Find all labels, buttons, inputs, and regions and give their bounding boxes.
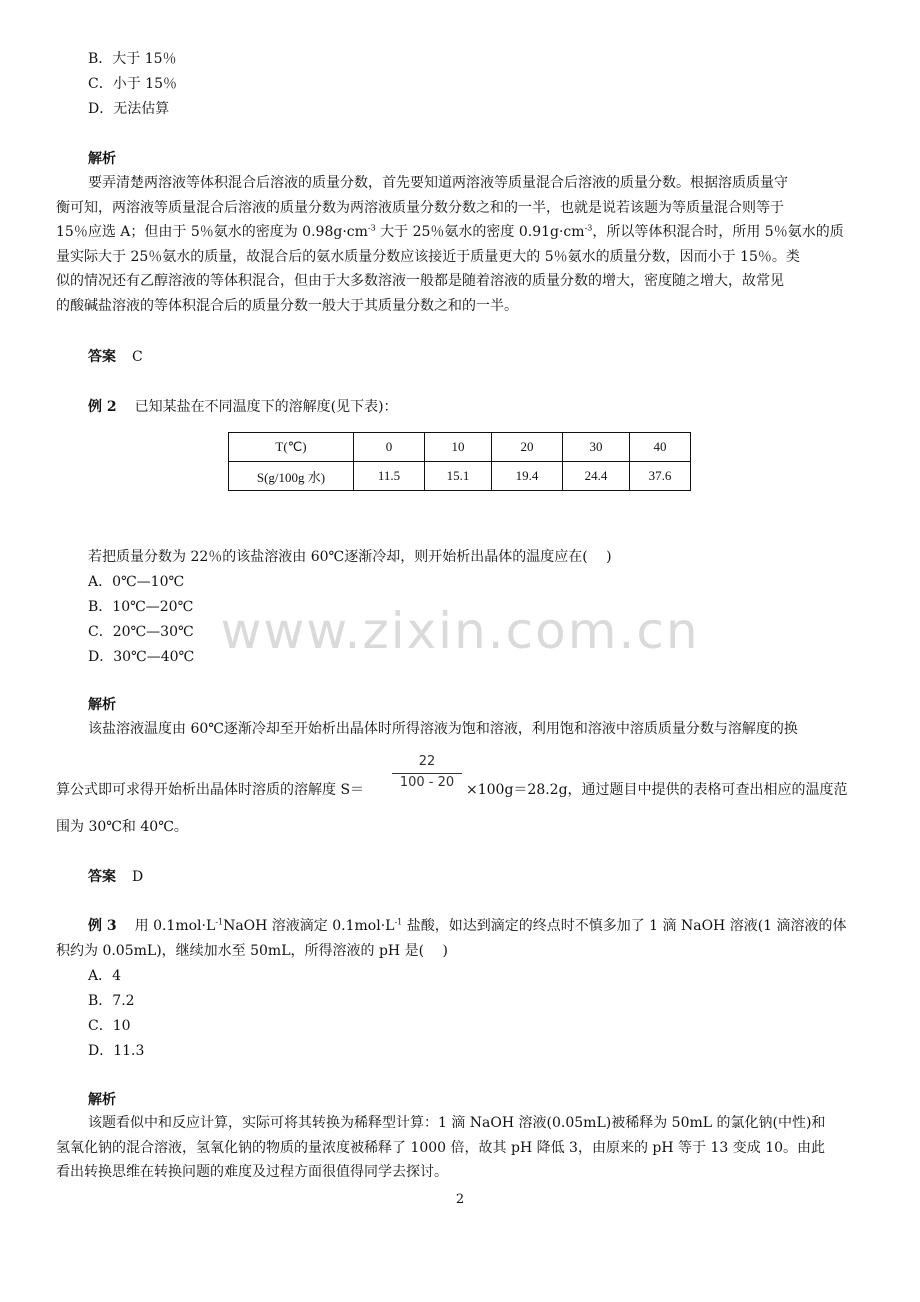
- option-c: C．10: [88, 1018, 131, 1034]
- example-3-stem-line2: 积约为 0.05mL)，继续加水至 50mL，所得溶液的 pH 是( ): [56, 943, 448, 959]
- analysis-line: 算公式即可求得开始析出晶体时溶质的溶解度 S＝: [56, 782, 365, 798]
- analysis-heading: 解析: [88, 697, 116, 713]
- analysis-paragraph: [56, 171, 868, 319]
- analysis-line: 的酸碱盐溶液的等体积混合后的质量分数一般大于其质量分数之和的一半。: [56, 297, 518, 314]
- example-stem-text: 用 $0.1mol\cdot L^{-1}NaOH$ 溶液滴定 $0.1mol\cdot L^{-1}$ 盐酸，如达到滴定的终点时不慎多加了 1 滴 NaOH 溶液(1 滴溶液的体: [134, 917, 847, 934]
- option-a: A．4: [88, 968, 122, 984]
- answer-label: 答案: [88, 869, 116, 885]
- table-cell: 40: [630, 433, 691, 462]
- example-label: 例 2: [88, 399, 117, 415]
- table-cell: 15.1: [425, 462, 492, 491]
- option-b: B．7.2: [88, 993, 135, 1009]
- analysis-line: 似的情况还有乙醇溶液的等体积混合，但由于大多数溶液一般都是随着溶液的质量分数的增大，密度随之增大，故常见: [56, 273, 784, 290]
- table-cell: 24.4: [563, 462, 630, 491]
- analysis-line: 量实际大于 25％氨水的质量，故混合后的氨水质量分数应该接近于质量更大的 5％氨水的质量分数，因而小于 15％。类: [56, 248, 800, 265]
- option-d: D．11.3: [88, 1043, 145, 1059]
- analysis-line: 该盐溶液温度由 60℃逐渐冷却至开始析出晶体时所得溶液为饱和溶液，利用饱和溶液中溶质质量分数与溶解度的换: [88, 721, 798, 737]
- analysis-line: 衡可知，两溶液等质量混合后溶液的质量分数为两溶液质量分数分数之和的一半，也就是说若该题为等质量混合则等于: [56, 199, 784, 216]
- option-d: D．无法估算: [88, 101, 170, 117]
- fraction-numerator: 22: [418, 754, 436, 769]
- analysis-paragraph: [56, 1111, 868, 1185]
- answer-value: C: [132, 349, 143, 365]
- table-cell: 11.5: [354, 462, 425, 491]
- table-row: [229, 462, 691, 491]
- answer-value: D: [132, 869, 144, 885]
- fraction: [392, 754, 462, 790]
- option-c: C．20℃—30℃: [88, 624, 194, 640]
- example-2-stem: [88, 396, 398, 416]
- table-cell: S(g/100g 水): [229, 462, 354, 491]
- example-label: 例 3: [88, 918, 117, 934]
- table-cell: 10: [425, 433, 492, 462]
- analysis-line: ×100g＝28.2g，通过题目中提供的表格可查出相应的温度范: [466, 782, 848, 798]
- analysis-line: 15％应选 A；但由于 5％氨水的密度为 $0.98g\cdot cm^{-3}$ 大于 25％氨水的密度 $0.91g\cdot cm^{-3}$，所以等体积混合时，所用 5％氨水的质: [56, 223, 844, 241]
- option-d: D．30℃—40℃: [88, 649, 195, 665]
- analysis-heading: 解析: [88, 151, 116, 167]
- analysis-line: 氢氧化钠的混合溶液，氢氧化钠的物质的量浓度被稀释了 1000 倍，故其 pH 降低 3，由原来的 pH 等于 13 变成 10。由此: [56, 1139, 826, 1156]
- table-cell: 30: [563, 433, 630, 462]
- fraction-bar: [392, 773, 462, 774]
- example-stem-text: 已知某盐在不同温度下的溶解度(见下表)：: [134, 399, 398, 415]
- answer-label: 答案: [88, 349, 116, 365]
- option-b: B．大于 15％: [88, 51, 177, 67]
- analysis-line: 围为 30℃和 40℃。: [56, 819, 188, 835]
- analysis-line: 该题看似中和反应计算，实际可将其转换为稀释型计算：1 滴 NaOH 溶液(0.05mL)被稀释为 50mL 的氯化钠(中性)和: [88, 1115, 826, 1131]
- option-c: C．小于 15％: [88, 76, 177, 92]
- table-cell: 20: [492, 433, 563, 462]
- fraction-denominator: 100 - 20: [399, 775, 455, 790]
- table-row: [229, 433, 691, 462]
- solubility-table: [228, 432, 691, 491]
- analysis-line: 看出转换思维在转换问题的难度及过程方面很值得同学去探讨。: [56, 1164, 448, 1181]
- answer-row: [88, 346, 143, 366]
- table-cell: T(℃): [229, 433, 354, 462]
- example-3-stem: [88, 915, 847, 935]
- option-b: B．10℃—20℃: [88, 599, 194, 615]
- answer-row: [88, 866, 143, 886]
- example-2-question: 若把质量分数为 22％的该盐溶液由 60℃逐渐冷却，则开始析出晶体的温度应在( ): [88, 549, 612, 565]
- analysis-heading: 解析: [88, 1092, 116, 1108]
- page-number: 2: [455, 1192, 465, 1207]
- table-cell: 19.4: [492, 462, 563, 491]
- analysis-line: 要弄清楚两溶液等体积混合后溶液的质量分数，首先要知道两溶液等质量混合后溶液的质量分数。根据溶质质量守: [88, 175, 788, 191]
- table-cell: 0: [354, 433, 425, 462]
- option-a: A．0℃—10℃: [88, 574, 185, 590]
- table-cell: 37.6: [630, 462, 691, 491]
- watermark: www.zixin.com.cn: [220, 602, 700, 660]
